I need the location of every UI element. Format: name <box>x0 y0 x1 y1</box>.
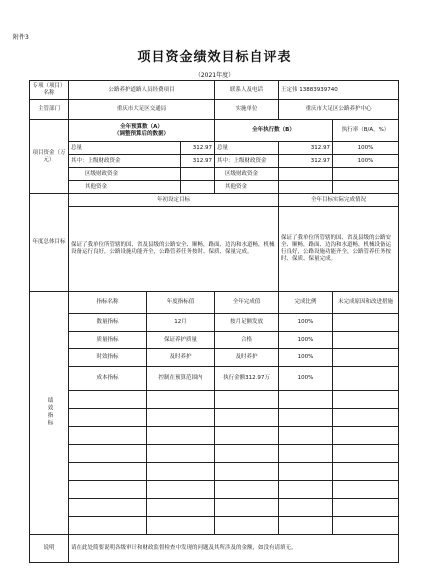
indicator-section-text: 绩效指标 <box>46 396 53 427</box>
evaluation-form <box>29 80 399 563</box>
indicator-reason-header: 未完成原因和改进措施 <box>333 292 399 314</box>
rate-value <box>333 168 399 181</box>
indicator-reason <box>333 367 399 391</box>
rate-value <box>333 181 399 194</box>
exec-unit-label: 实施单位 <box>215 100 279 120</box>
actual-goal-text: 保证了我单位所管辖的国、省及县级的公路安全、顺畅，路面、边沟和水道畅，机械设备运行良好，公路设施功能齐全，公路管养任务按时、保质、保量完成。 <box>279 207 399 292</box>
project-name-label: 专项（项目）名称 <box>30 81 69 100</box>
project-name-value: 公路养护道路人员经费项目 <box>69 81 215 100</box>
indicator-ratio: 100% <box>279 314 333 332</box>
empty-indicator-row <box>30 409 399 427</box>
indicator-name: 质量指标 <box>69 332 147 349</box>
budget-header-line2: （调整预算后的数据） <box>113 130 169 137</box>
empty-indicator-row <box>30 463 399 481</box>
indicator-ratio: 100% <box>279 349 333 367</box>
exec-value: 312.97 <box>279 155 333 168</box>
funds-row <box>30 168 399 181</box>
funds-row <box>30 181 399 194</box>
exec-value <box>279 181 333 194</box>
goals-header-row <box>30 194 399 207</box>
report-year: （2021年度） <box>194 72 235 79</box>
contact-value: 王定伟 13883939740 <box>279 81 399 100</box>
exec-header: 全年执行数（B） <box>215 120 333 142</box>
empty-indicator-row <box>30 391 399 409</box>
budget-row-label: 总量 <box>69 142 181 155</box>
exec-value: 312.97 <box>279 142 333 155</box>
indicator-header-row <box>30 292 399 314</box>
attachment-label: 附件3 <box>13 34 29 41</box>
indicator-section-label <box>30 292 69 535</box>
funds-section-label: 项目资金（万元） <box>30 120 69 194</box>
evaluation-table <box>29 80 399 563</box>
funds-row <box>30 142 399 155</box>
empty-indicator-row <box>30 481 399 499</box>
indicator-row <box>30 349 399 367</box>
empty-indicator-row <box>30 517 399 535</box>
indicator-target: 控制在预算范围内 <box>147 367 215 391</box>
indicator-reason <box>333 349 399 367</box>
funds-row <box>30 155 399 168</box>
goals-section-label: 年度总体目标 <box>30 194 69 292</box>
indicator-reason <box>333 332 399 349</box>
indicator-target: 及时养护 <box>147 349 215 367</box>
budget-value <box>181 181 215 194</box>
notes-text: 请在此处简要说明各级审计和财政监督检查中发现的问题及其所涉及的金额，如没有请填无。 <box>69 535 399 563</box>
empty-indicator-row <box>30 499 399 517</box>
budget-value: 312.97 <box>181 155 215 168</box>
indicator-ratio: 100% <box>279 332 333 349</box>
project-name-row <box>30 81 399 100</box>
indicator-name: 时效指标 <box>69 349 147 367</box>
planned-goal-text: 保证了我单位所管辖的国、省及县级的公路安全、顺畅，路面、边沟和水道畅，机械设备运行良好，公路设施功能齐全，公路管养任务按时、保质、保量完成。 <box>69 207 279 292</box>
indicator-name: 数量指标 <box>69 314 147 332</box>
page-title: 项目资金绩效目标自评表 <box>137 50 292 65</box>
budget-row-label: 其中：上级财政资金 <box>69 155 181 168</box>
goals-content-row <box>30 207 399 292</box>
funds-header-row <box>30 120 399 142</box>
exec-row-label: 区级财政资金 <box>215 168 279 181</box>
budget-row-label: 区级财政资金 <box>69 168 181 181</box>
indicator-ratio-header: 完成比例 <box>279 292 333 314</box>
exec-row-label: 其中：上级财政资金 <box>215 155 279 168</box>
exec-row-label: 其他资金 <box>215 181 279 194</box>
notes-label: 说明 <box>30 535 69 563</box>
indicator-target-header: 年度指标值 <box>147 292 215 314</box>
dept-row <box>30 100 399 120</box>
indicator-row <box>30 332 399 349</box>
budget-header <box>69 120 215 142</box>
indicator-target: 保证养护质量 <box>147 332 215 349</box>
indicator-row <box>30 367 399 391</box>
notes-row <box>30 535 399 563</box>
budget-value <box>181 168 215 181</box>
indicator-row <box>30 314 399 332</box>
indicator-actual-header: 全年完成值 <box>215 292 279 314</box>
exec-value <box>279 168 333 181</box>
planned-goal-header: 年初设定目标 <box>69 194 279 207</box>
indicator-actual: 及时养护 <box>215 349 279 367</box>
indicator-reason <box>333 314 399 332</box>
indicator-name: 成本指标 <box>69 367 147 391</box>
exec-unit-value: 重庆市大足区公路养护中心 <box>279 100 399 120</box>
empty-indicator-row <box>30 427 399 445</box>
rate-value: 100% <box>333 142 399 155</box>
indicator-ratio: 100% <box>279 367 333 391</box>
budget-value: 312.97 <box>181 142 215 155</box>
contact-label: 联系人及电话 <box>215 81 279 100</box>
indicator-actual: 合格 <box>215 332 279 349</box>
dept-label: 主管部门 <box>30 100 69 120</box>
budget-header-line1: 全年预算数（A） <box>120 123 163 130</box>
rate-header: 执行率（B/A，%） <box>333 120 399 142</box>
indicator-actual: 执行金额312.97万 <box>215 367 279 391</box>
empty-indicator-row <box>30 445 399 463</box>
budget-row-label: 其他资金 <box>69 181 181 194</box>
rate-value: 100% <box>333 155 399 168</box>
actual-goal-header: 全年目标实际完成情况 <box>279 194 399 207</box>
dept-value: 重庆市大足区交通局 <box>69 100 215 120</box>
exec-row-label: 总量 <box>215 142 279 155</box>
indicator-name-header: 指标名称 <box>69 292 147 314</box>
indicator-target: 12月 <box>147 314 215 332</box>
indicator-actual: 按月足额发放 <box>215 314 279 332</box>
